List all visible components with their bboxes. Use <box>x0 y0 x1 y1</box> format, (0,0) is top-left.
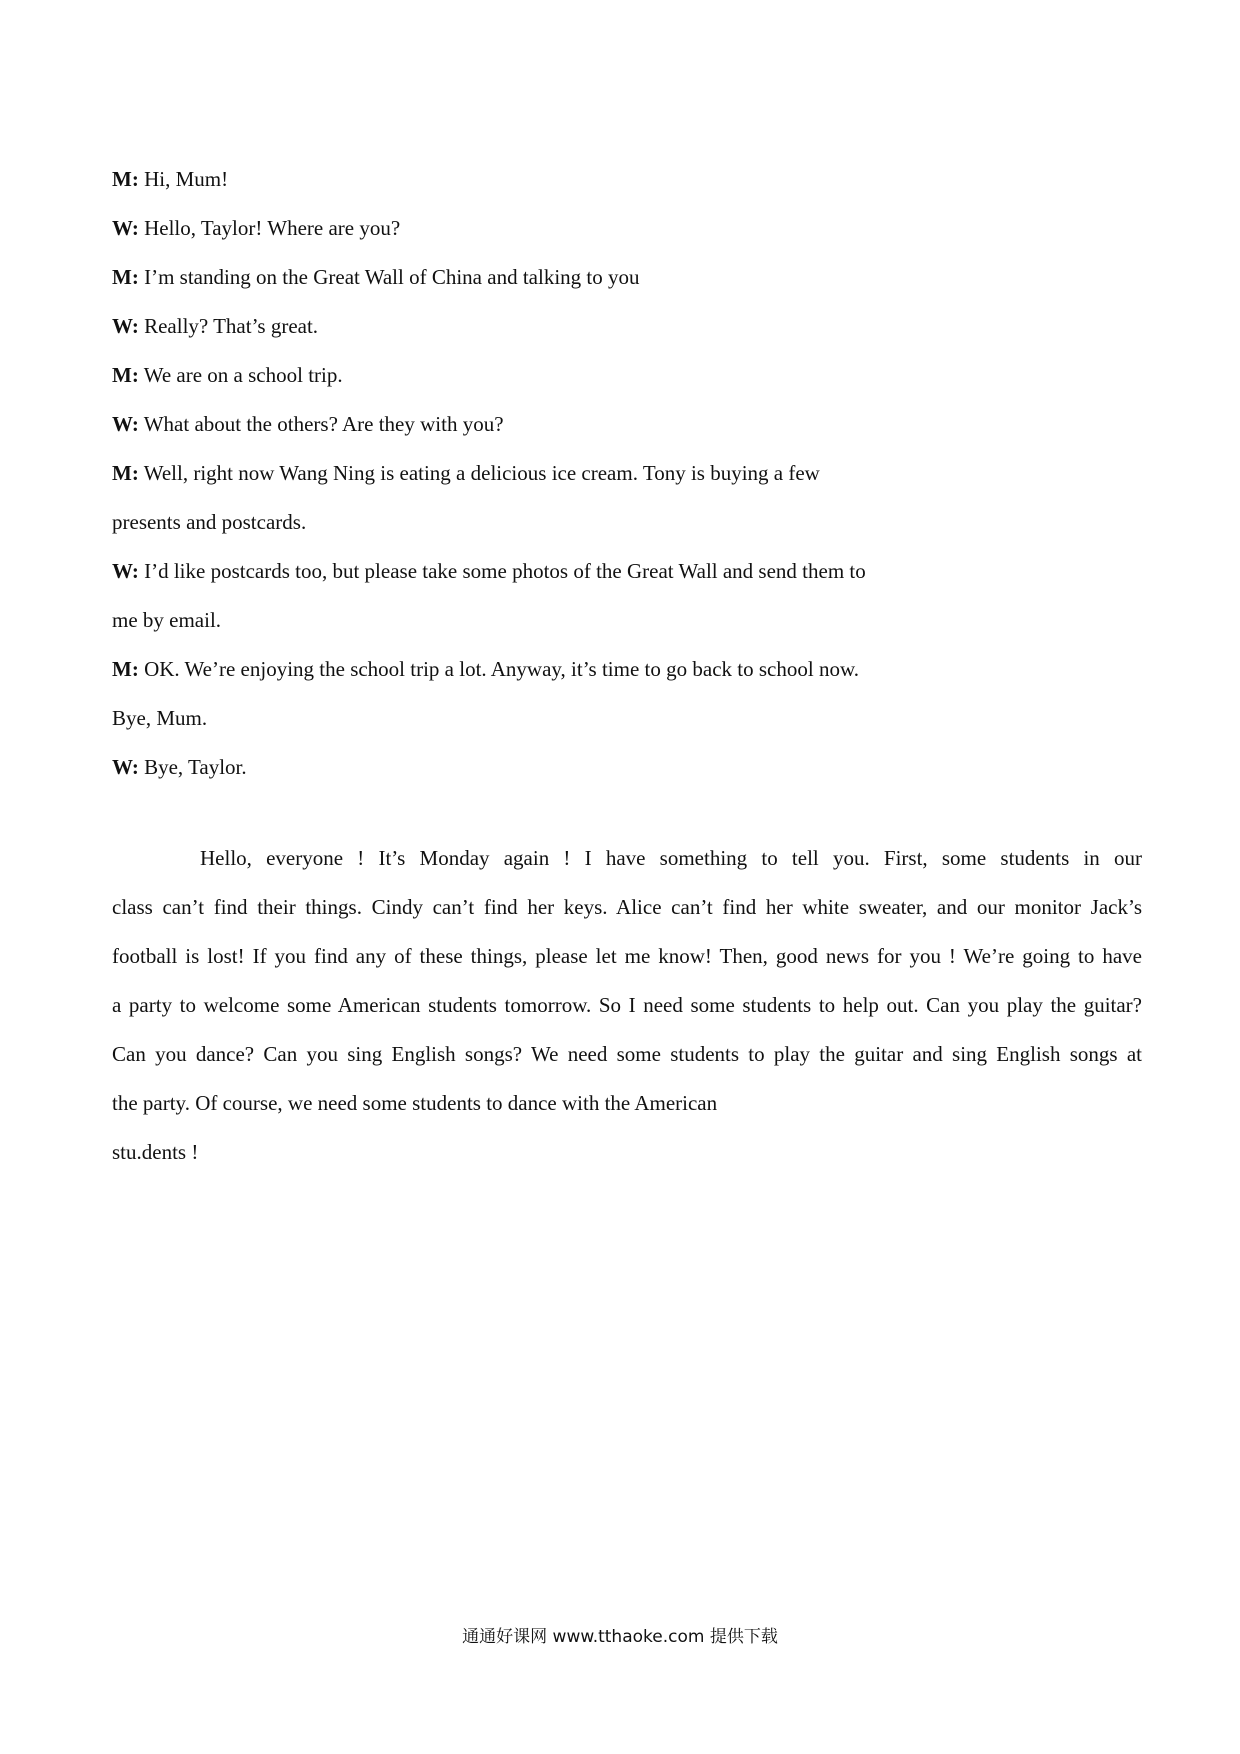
dialogue-text: Bye, Mum. <box>112 706 208 730</box>
dialogue-text: I’m standing on the Great Wall of China and talking to you <box>138 265 640 289</box>
dialogue-text: Well, right now Wang Ning is eating a delicious ice cream. Tony is buying a few <box>138 461 820 485</box>
dialogue-text: I’d like postcards too, but please take some photos of the Great Wall and send them to <box>138 559 866 583</box>
dialogue-line <box>112 645 1132 694</box>
passage-line: the party. Of course, we need some students to dance with the American <box>112 1091 718 1115</box>
dialogue-line <box>112 351 1132 400</box>
passage-line: a party to welcome some American students tomorrow. So I need some students to help out. Can you play the guitar? <box>112 993 1142 1017</box>
dialogue-text: OK. We’re enjoying the school trip a lot. Anyway, it’s time to go back to school now. <box>138 657 859 681</box>
dialogue-line <box>112 400 1132 449</box>
passage-line: Hello, everyone ! It’s Monday again ! I have something to tell you. First, some students in our <box>200 846 1142 870</box>
dialogue-section <box>112 155 1132 792</box>
dialogue-text: Hello, Taylor! Where are you? <box>138 216 401 240</box>
speaker-label: M: <box>112 167 139 191</box>
speaker-label: M: <box>112 363 139 387</box>
dialogue-text: Hi, Mum! <box>138 167 229 191</box>
dialogue-line <box>112 449 1132 498</box>
dialogue-line <box>112 547 1132 596</box>
dialogue-text: me by email. <box>112 608 222 632</box>
dialogue-text: Really? That’s great. <box>138 314 319 338</box>
speaker-label: W: <box>112 314 139 338</box>
passage-paragraph <box>112 834 1142 1177</box>
dialogue-line <box>112 596 1132 645</box>
speaker-label: M: <box>112 265 139 289</box>
dialogue-line <box>112 204 1132 253</box>
dialogue-line <box>112 253 1132 302</box>
passage-line: class can’t find their things. Cindy can’t find her keys. Alice can’t find her white sweater, and our monitor Jack’s <box>112 895 1142 919</box>
dialogue-text: Bye, Taylor. <box>138 755 247 779</box>
speaker-label: W: <box>112 755 139 779</box>
passage-line: football is lost! If you find any of these things, please let me know! Then, good news for you ! We’re going to have <box>112 944 1142 968</box>
speaker-label: M: <box>112 657 139 681</box>
speaker-label: W: <box>112 559 139 583</box>
dialogue-line <box>112 743 1132 792</box>
speaker-label: M: <box>112 461 139 485</box>
dialogue-text: presents and postcards. <box>112 510 307 534</box>
dialogue-line <box>112 302 1132 351</box>
dialogue-line <box>112 155 1132 204</box>
dialogue-text: What about the others? Are they with you? <box>138 412 504 436</box>
dialogue-line <box>112 694 1132 743</box>
dialogue-line <box>112 498 1132 547</box>
speaker-label: W: <box>112 412 139 436</box>
dialogue-text: We are on a school trip. <box>138 363 343 387</box>
page-footer: 通通好课网 www.tthaoke.com 提供下载 <box>462 1627 778 1647</box>
speaker-label: W: <box>112 216 139 240</box>
passage-line: Can you dance? Can you sing English songs? We need some students to play the guitar and sing English songs at <box>112 1042 1142 1066</box>
passage-line: stu.dents ! <box>112 1140 199 1164</box>
